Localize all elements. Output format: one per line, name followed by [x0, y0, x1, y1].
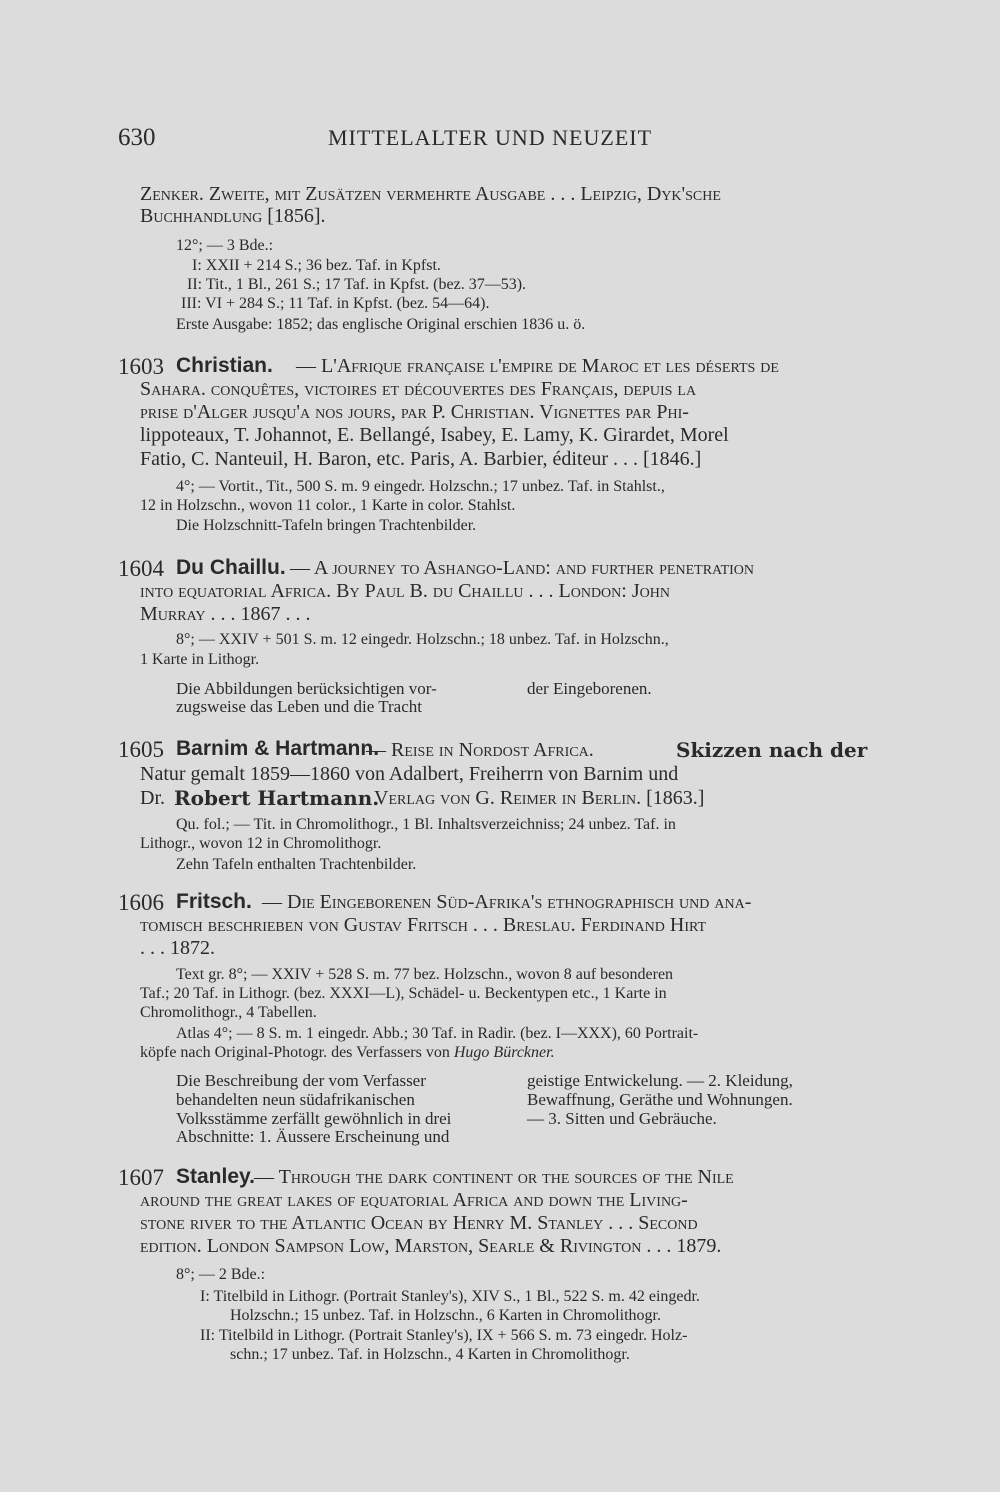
entry-author: Stanley. [176, 1165, 255, 1188]
title-fraktur: Robert Hartmann. [174, 786, 380, 810]
note-line: Zehn Tafeln enthalten Trachtenbilder. [176, 856, 417, 873]
collation-line: Taf.; 20 Taf. in Lithogr. (bez. XXXI—L), Schädel- u. Beckentypen etc., 1 Karte in [140, 985, 667, 1002]
title-line: Natur gemalt 1859—1860 von Adalbert, Freiherrn von Barnim und [140, 763, 679, 785]
title-line: Sahara. conquêtes, victoires et découvertes des Français, depuis la [140, 378, 697, 400]
note-line: behandelten neun südafrikanischen [176, 1090, 415, 1109]
note-line: zugsweise das Leben und die Tracht [176, 697, 422, 716]
note-line: Die Holzschnitt-Tafeln bringen Trachtenbilder. [176, 517, 477, 534]
collation-line: Qu. fol.; — Tit. in Chromolithogr., 1 Bl. Inhaltsverzeichniss; 24 unbez. Taf. in [176, 816, 676, 833]
collation-line: I: Titelbild in Lithogr. (Portrait Stanley's), XIV S., 1 Bl., 522 S. m. 42 eingedr. [200, 1288, 700, 1305]
entry-author: Fritsch. [176, 890, 252, 913]
entry-number: 1607 [118, 1165, 164, 1190]
title-line: into equatorial Africa. By Paul B. du Chaillu . . . London: John [140, 580, 670, 602]
note-line: — 3. Sitten und Gebräuche. [527, 1109, 717, 1128]
entry-number: 1605 [118, 737, 164, 762]
title-line: — Die Eingeborenen Süd-Afrika's ethnographisch und ana- [262, 891, 752, 913]
collation-line: 12 in Holzschn., wovon 11 color., 1 Karte in color. Stahlst. [140, 497, 516, 514]
note-line: Bewaffnung, Geräthe und Wohnungen. [527, 1090, 793, 1109]
collation-line: III: VI + 284 S.; 11 Taf. in Kpfst. (bez. 54—64). [181, 295, 490, 312]
title-line: — A journey to Ashango-Land: and further penetration [290, 557, 755, 579]
title-fraktur: Skizzen nach der [676, 738, 868, 762]
title-line: lippoteaux, T. Johannot, E. Bellangé, Isabey, E. Lamy, K. Girardet, Morel [140, 424, 729, 446]
collation-line: Atlas 4°; — 8 S. m. 1 eingedr. Abb.; 30 Taf. in Radir. (bez. I—XXX), 60 Portrait- [176, 1025, 699, 1042]
collation-line: II: Tit., 1 Bl., 261 S.; 17 Taf. in Kpfst. (bez. 37—53). [187, 276, 527, 293]
entry-number: 1604 [118, 556, 164, 581]
title-line: — L'Afrique française l'empire de Maroc et les déserts de [296, 355, 779, 377]
title-line: prise d'Alger jusqu'a nos jours, par P. Christian. Vignettes par Phi- [140, 401, 689, 423]
collation-line [140, 1044, 555, 1062]
collation-line: 1 Karte in Lithogr. [140, 651, 260, 668]
title-line: Dr. [140, 787, 165, 809]
title-line: Buchhandlung [1856]. [140, 205, 326, 227]
collation-line: Lithogr., wovon 12 in Chromolithogr. [140, 835, 382, 852]
title-line: . . . 1872. [140, 937, 215, 959]
entry-author: Du Chaillu. [176, 556, 286, 579]
title-line: Verlag von G. Reimer in Berlin. [1863.] [374, 787, 705, 809]
entry-number: 1606 [118, 890, 164, 915]
collation-line: schn.; 17 unbez. Taf. in Holzschn., 4 Karten in Chromolithogr. [230, 1346, 630, 1363]
entry-author: Christian. [176, 354, 273, 377]
title-line: around the great lakes of equatorial Africa and down the Living- [140, 1189, 688, 1211]
page-number: 630 [118, 124, 156, 151]
collation-text: köpfe nach Original-Photogr. des Verfassers von [140, 1044, 450, 1061]
engraver-name: Hugo Bürckner. [453, 1044, 555, 1061]
collation-line: 4°; — Vortit., Tit., 500 S. m. 9 eingedr. Holzschn.; 17 unbez. Taf. in Stahlst., [176, 478, 665, 495]
entry-number: 1603 [118, 354, 164, 379]
note-line: Die Abbildungen berücksichtigen vor- [176, 679, 437, 698]
collation-line: 8°; — XXIV + 501 S. m. 12 eingedr. Holzschn.; 18 unbez. Taf. in Holzschn., [176, 631, 669, 648]
collation-line: Text gr. 8°; — XXIV + 528 S. m. 77 bez. Holzschn., wovon 8 auf besonderen [176, 966, 674, 983]
title-line: tomisch beschrieben von Gustav Fritsch . . . Breslau. Ferdinand Hirt [140, 914, 707, 936]
note-line: Volksstämme zerfällt gewöhnlich in drei [176, 1109, 452, 1128]
title-line: edition. London Sampson Low, Marston, Searle & Rivington . . . 1879. [140, 1235, 722, 1257]
note-line: geistige Entwickelung. — 2. Kleidung, [527, 1071, 793, 1090]
title-line: Murray . . . 1867 . . . [140, 603, 311, 625]
collation-line: 12°; — 3 Bde.: [176, 237, 274, 254]
collation-line: 8°; — 2 Bde.: [176, 1266, 266, 1283]
entry-author: Barnim & Hartmann. [176, 737, 380, 760]
note-line: der Eingeborenen. [527, 679, 652, 698]
collation-line: II: Titelbild in Lithogr. (Portrait Stanley's), IX + 566 S. m. 73 eingedr. Holz- [200, 1327, 688, 1344]
title-line: Fatio, C. Nanteuil, H. Baron, etc. Paris, A. Barbier, éditeur . . . [1846.] [140, 448, 702, 470]
title-line: — Reise in Nordost Africa. [366, 739, 594, 761]
note-line: Die Beschreibung der vom Verfasser [176, 1071, 426, 1090]
note-line: Abschnitte: 1. Äussere Erscheinung und [176, 1127, 450, 1146]
running-title: MITTELALTER UND NEUZEIT [328, 125, 653, 150]
note-line: Erste Ausgabe: 1852; das englische Original erschien 1836 u. ö. [176, 316, 586, 333]
collation-line: Holzschn.; 15 unbez. Taf. in Holzschn., 6 Karten in Chromolithogr. [230, 1307, 661, 1324]
title-line: — Through the dark continent or the sources of the Nile [254, 1166, 734, 1188]
title-line: Zenker. Zweite, mit Zusätzen vermehrte Ausgabe . . . Leipzig, Dyk'sche [140, 183, 721, 205]
title-line: stone river to the Atlantic Ocean by Henry M. Stanley . . . Second [140, 1212, 698, 1234]
collation-line: I: XXII + 214 S.; 36 bez. Taf. in Kpfst. [192, 257, 441, 274]
collation-line: Chromolithogr., 4 Tabellen. [140, 1004, 317, 1021]
